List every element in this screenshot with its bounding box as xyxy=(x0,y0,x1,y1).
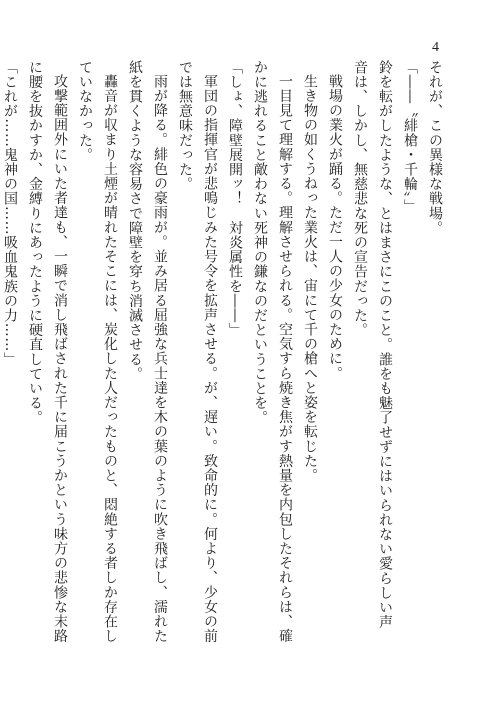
text-line: ていなかった。 xyxy=(77,60,93,163)
text-line: 鈴を転がしたような、とはまさにこのこと。誰をも魅了せずにはいられない愛らしい声 xyxy=(377,60,393,630)
text-line: 「しょ、障壁展開ッ！ 対炎属性を――」 xyxy=(227,60,243,338)
text-line: 雨が降る。緋色の豪雨が。並み居る屈強な兵士達を木の葉のように吹き飛ばし、濡れた xyxy=(152,74,168,644)
text-line: では無意味だった。 xyxy=(177,60,193,192)
text-line: 紙を貫くような容易さで障壁を穿ち消滅させる。 xyxy=(127,60,143,382)
text-line: 戦場の業火が踊る。ただ一人の少女のために。 xyxy=(327,74,343,381)
text-line: に腰を抜かすか、金縛りにあったように硬直している。 xyxy=(27,60,43,425)
text-line: 攻撃範囲外にいた者達も、一瞬で消し飛ばされた千に届こうかという味方の悲惨な末路 xyxy=(52,74,68,644)
page-number: 4 xyxy=(432,40,439,55)
text-line: かに逃れること敵わない死神の鎌なのだということを。 xyxy=(252,60,268,425)
text-line: 「――〝緋槍・千輪〟」 xyxy=(402,60,418,214)
text-line: 軍団の指揮官が悲鳴じみた号令を拡声させる。が、遅い。致命的に。何より、少女の前 xyxy=(202,74,218,644)
text-line: 「これが……鬼神の国……吸血鬼族の力……」 xyxy=(2,60,18,367)
text-line: それが、この異様な戦場。 xyxy=(427,60,443,236)
text-line: 轟音が収まり土煙が晴れたそこには、炭化した人だったものと、悶絶する者しか存在し xyxy=(102,74,118,644)
text-line: 一目見て理解する。理解させられる。空気すら焼き焦がす熱量を内包したそれらは、確 xyxy=(277,74,293,644)
text-line: 生き物の如くうねった業火は、宙にて千の槍へと姿を転じた。 xyxy=(302,74,318,483)
novel-text xyxy=(0,60,447,700)
text-line: 音は、しかし、無慈悲な死の宣告だった。 xyxy=(352,60,368,338)
